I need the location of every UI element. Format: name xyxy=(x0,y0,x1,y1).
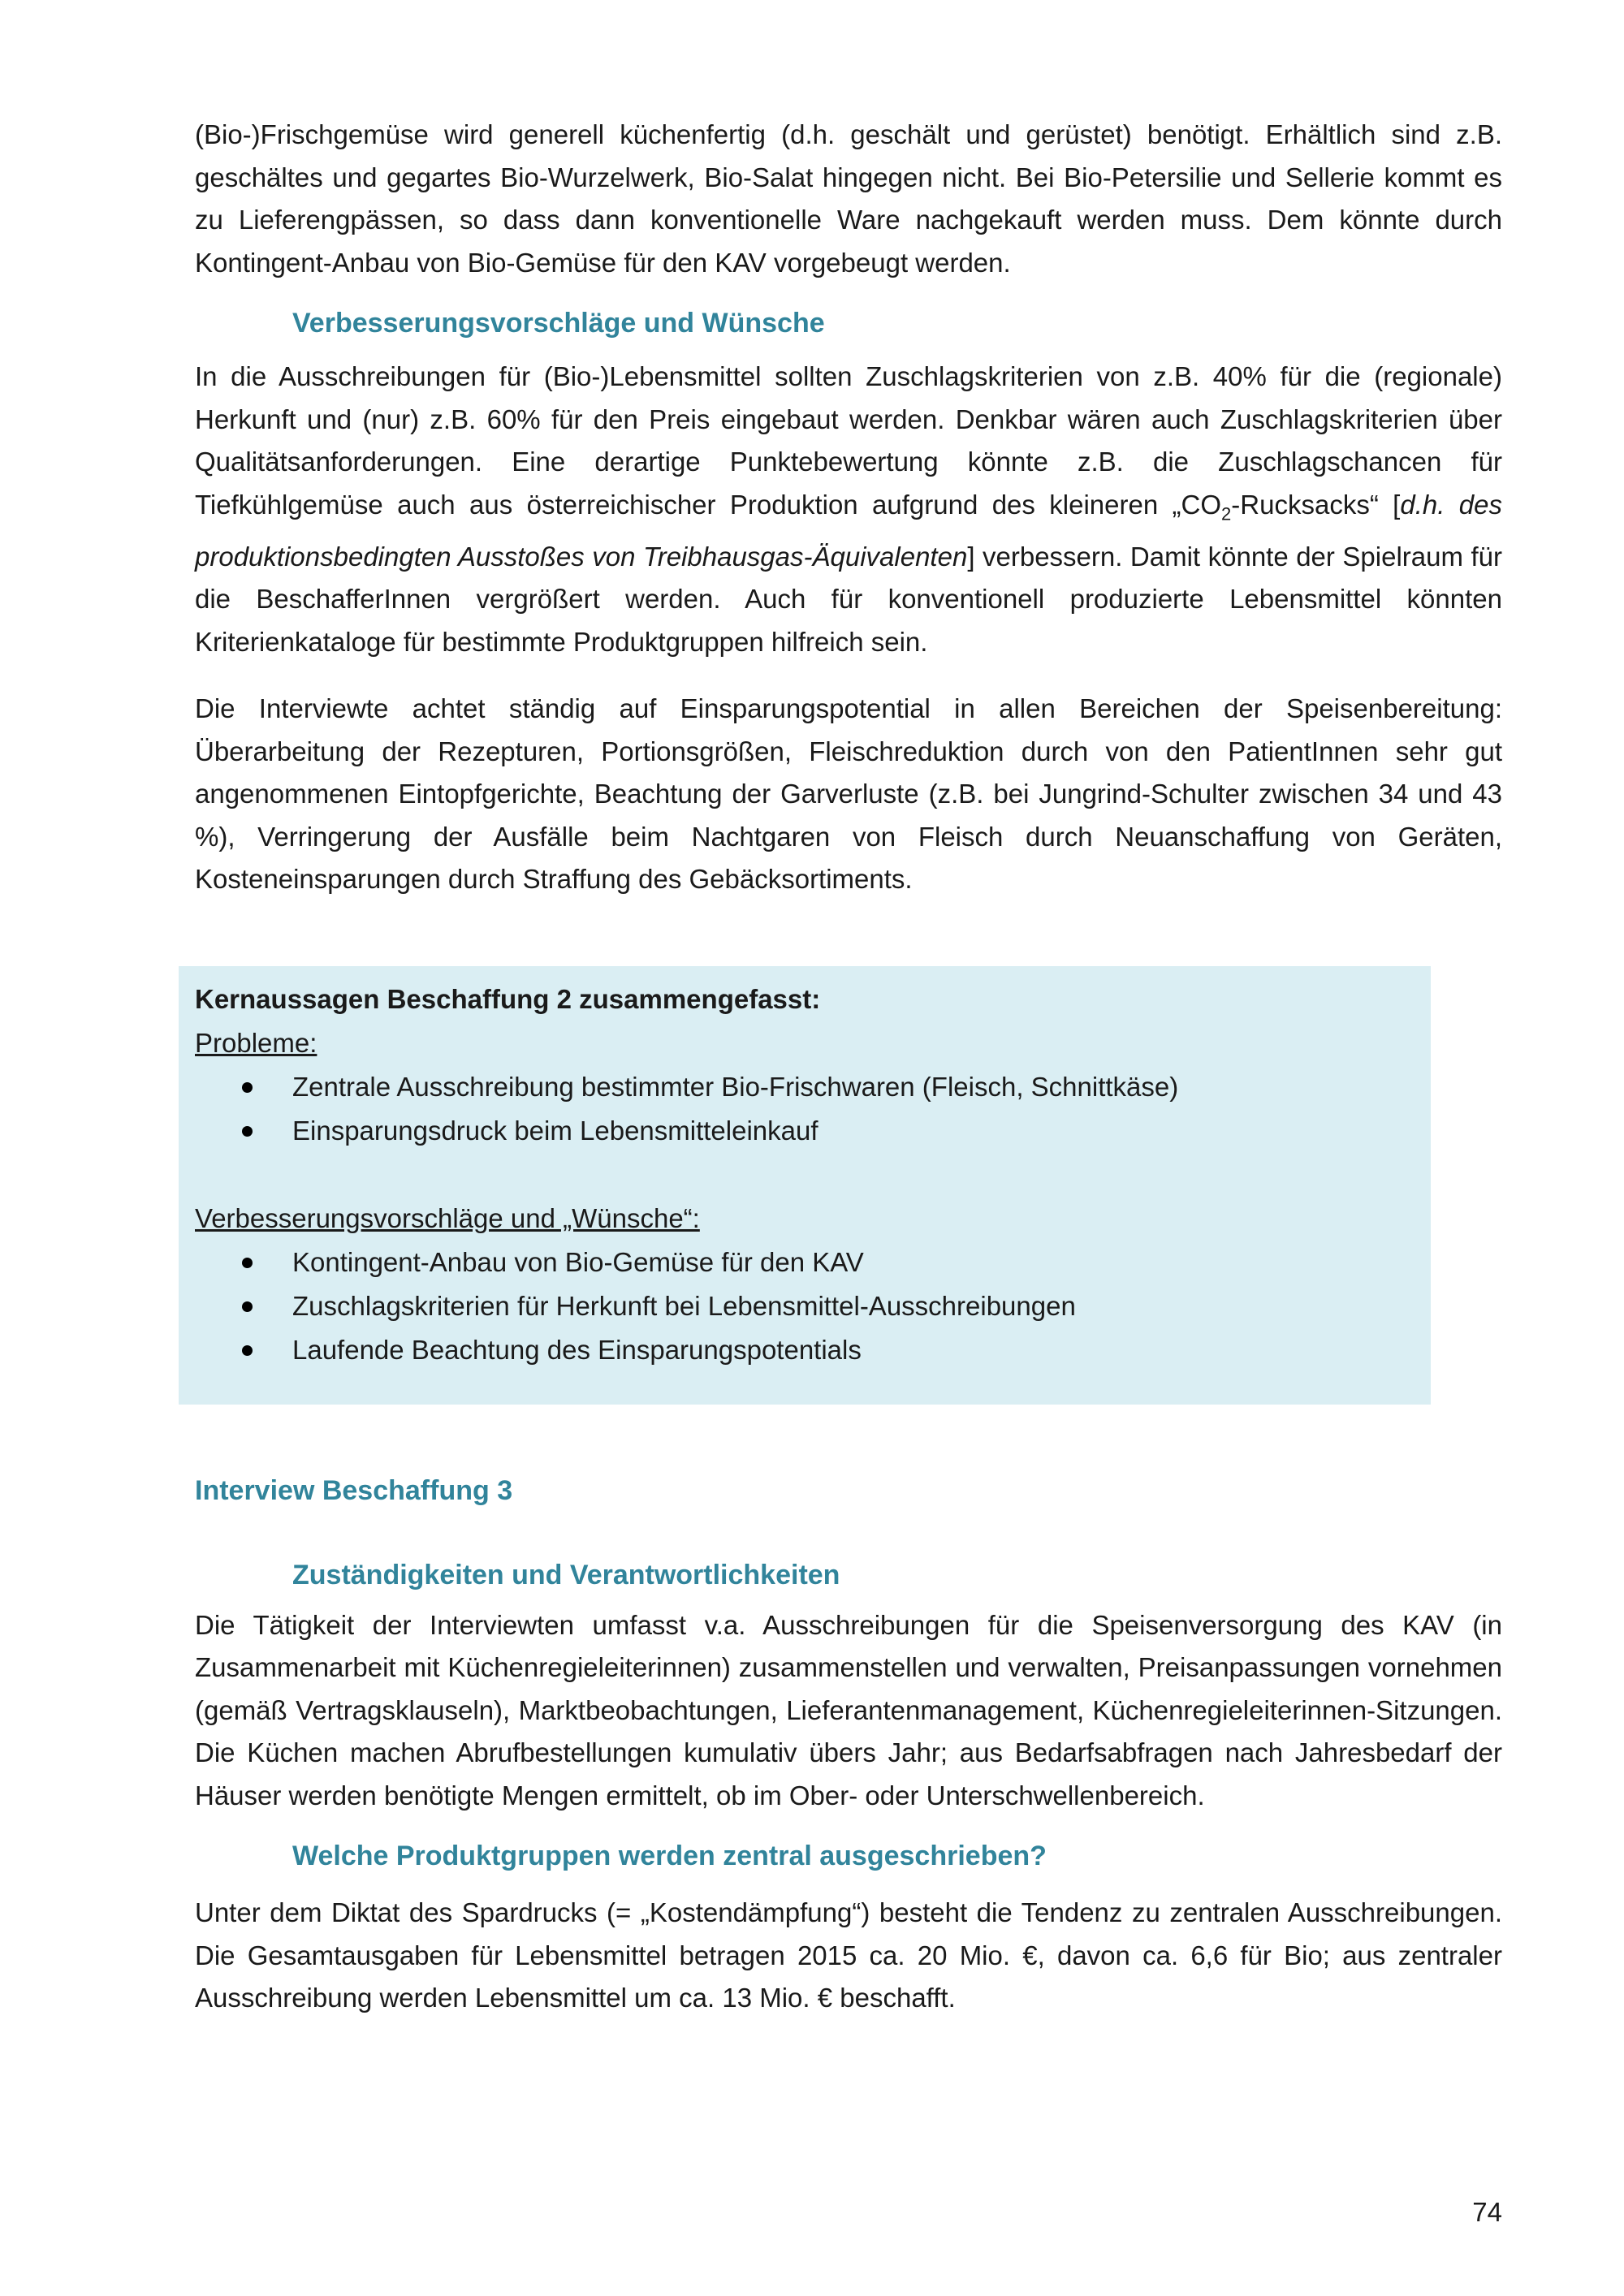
paragraph-ausschreibungen-part1: In die Ausschreibungen für (Bio-)Lebensmittel sollten Zuschlagskriterien von z.B. 40% für die (regionale) Herkunft und (nur) z.B. 60% für den Preis eingebaut werden. Denkbar wären auch Zuschlagskriterien über Qualitätsanforderungen. Eine derartige Punktebewertung könnte z.B. die Zuschlagschancen für Tiefkühlgemüse auch aus österreichischer Produktion aufgrund des kleineren „CO xyxy=(195,361,1502,520)
list-item xyxy=(195,1284,1415,1328)
problems-list xyxy=(195,1065,1415,1153)
suggestion-text: Laufende Beachtung des Einsparungspotentials xyxy=(292,1334,862,1365)
paragraph-ausschreibungen-part3: ] verbessern. Damit könnte der Spielraum für die BeschafferInnen vergrößert werden. Auch für konventionell produzierte Lebensmittel könnten Kriterienkataloge für bestimmte Produktgruppen hilfreich sein. xyxy=(195,541,1503,657)
heading-interview-beschaffung-3: Interview Beschaffung 3 xyxy=(195,1474,513,1506)
paragraph-ausschreibungen-part2: -Rucksacks“ [ xyxy=(1231,489,1401,520)
co2-subscript: 2 xyxy=(1221,503,1232,524)
paragraph-ausschreibungen-italic: d.h. des produktionsbedingten Ausstoßes von Treibhausgas-Äquivalenten xyxy=(195,489,1502,572)
bullet-icon xyxy=(242,1345,253,1356)
suggestion-text: Kontingent-Anbau von Bio-Gemüse für den KAV xyxy=(292,1246,864,1277)
paragraph-einsparungspotential: Die Interviewte achtet ständig auf Einsparungspotential in allen Bereichen der Speisenbereitung: Überarbeitung der Rezepturen, Portionsgrößen, Fleischreduktion durch von den PatientInnen sehr gut angenommenen Eintopfgerichte, Beachtung der Garverluste (z.B. bei Jungrind-Schulter zwischen 34 und 43 %), Verringerung der Ausfälle beim Nachtgaren von Fleisch durch Neuanschaffung von Geräten, Kosteneinsparungen durch Straffung des Gebäcksortiments. xyxy=(195,693,1502,895)
summary-box-title: Kernaussagen Beschaffung 2 zusammengefasst: xyxy=(195,983,821,1014)
list-item xyxy=(195,1109,1415,1153)
list-item xyxy=(195,1065,1415,1109)
paragraph-frischgemuese: (Bio-)Frischgemüse wird generell küchenfertig (d.h. geschält und gerüstet) benötigt. Erhältlich sind z.B. geschältes und gegartes Bio-Wurzelwerk, Bio-Salat hingegen nicht. Bei Bio-Petersilie und Sellerie kommt es zu Lieferengpässen, so dass dann konventionelle Ware nachgekauft werden muss. Dem könnte durch Kontingent-Anbau von Bio-Gemüse für den KAV vorgebeugt werden. xyxy=(195,119,1502,278)
problems-label: Probleme: xyxy=(195,1027,317,1058)
list-item xyxy=(195,1241,1415,1284)
heading-verbesserungsvorschlaege: Verbesserungsvorschläge und Wünsche xyxy=(292,308,825,339)
heading-produktgruppen: Welche Produktgruppen werden zentral ausgeschrieben? xyxy=(292,1841,1047,1872)
list-item xyxy=(195,1328,1415,1372)
bullet-icon xyxy=(242,1126,253,1137)
bullet-icon xyxy=(242,1258,253,1268)
suggestions-list xyxy=(195,1241,1415,1372)
page-number: 74 xyxy=(1472,2197,1502,2227)
problem-text: Zentrale Ausschreibung bestimmter Bio-Frischwaren (Fleisch, Schnittkäse) xyxy=(292,1071,1179,1102)
paragraph-taetigkeit: Die Tätigkeit der Interviewten umfasst v.a. Ausschreibungen für die Speisenversorgung des KAV (in Zusammenarbeit mit Küchenregieleiterinnen) zusammenstellen und verwalten, Preisanpassungen vornehmen (gemäß Vertragsklauseln), Marktbeobachtungen, Lieferantenmanagement, Küchenregieleiterinnen-Sitzungen. Die Küchen machen Abrufbestellungen kumulativ übers Jahr; aus Bedarfsabfragen nach Jahresbedarf der Häuser werden benötigte Mengen ermittelt, ob im Ober- oder Unterschwellenbereich. xyxy=(195,1609,1502,1810)
paragraph-spardruck: Unter dem Diktat des Spardrucks (= „Kostendämpfung“) besteht die Tendenz zu zentralen Ausschreibungen. Die Gesamtausgaben für Lebensmittel betragen 2015 ca. 20 Mio. €, davon ca. 6,6 für Bio; aus zentraler Ausschreibung werden Lebensmittel um ca. 13 Mio. € beschafft. xyxy=(195,1897,1502,2013)
summary-box xyxy=(179,966,1431,1405)
bullet-icon xyxy=(242,1301,253,1312)
problem-text: Einsparungsdruck beim Lebensmitteleinkauf xyxy=(292,1115,818,1146)
suggestion-text: Zuschlagskriterien für Herkunft bei Lebensmittel-Ausschreibungen xyxy=(292,1290,1076,1321)
suggestions-label: Verbesserungsvorschläge und „Wünsche“: xyxy=(195,1202,700,1233)
bullet-icon xyxy=(242,1082,253,1093)
page-content xyxy=(195,114,1502,2020)
paragraph-ausschreibungen xyxy=(195,356,1502,663)
heading-zustaendigkeiten: Zuständigkeiten und Verantwortlichkeiten xyxy=(292,1559,840,1590)
